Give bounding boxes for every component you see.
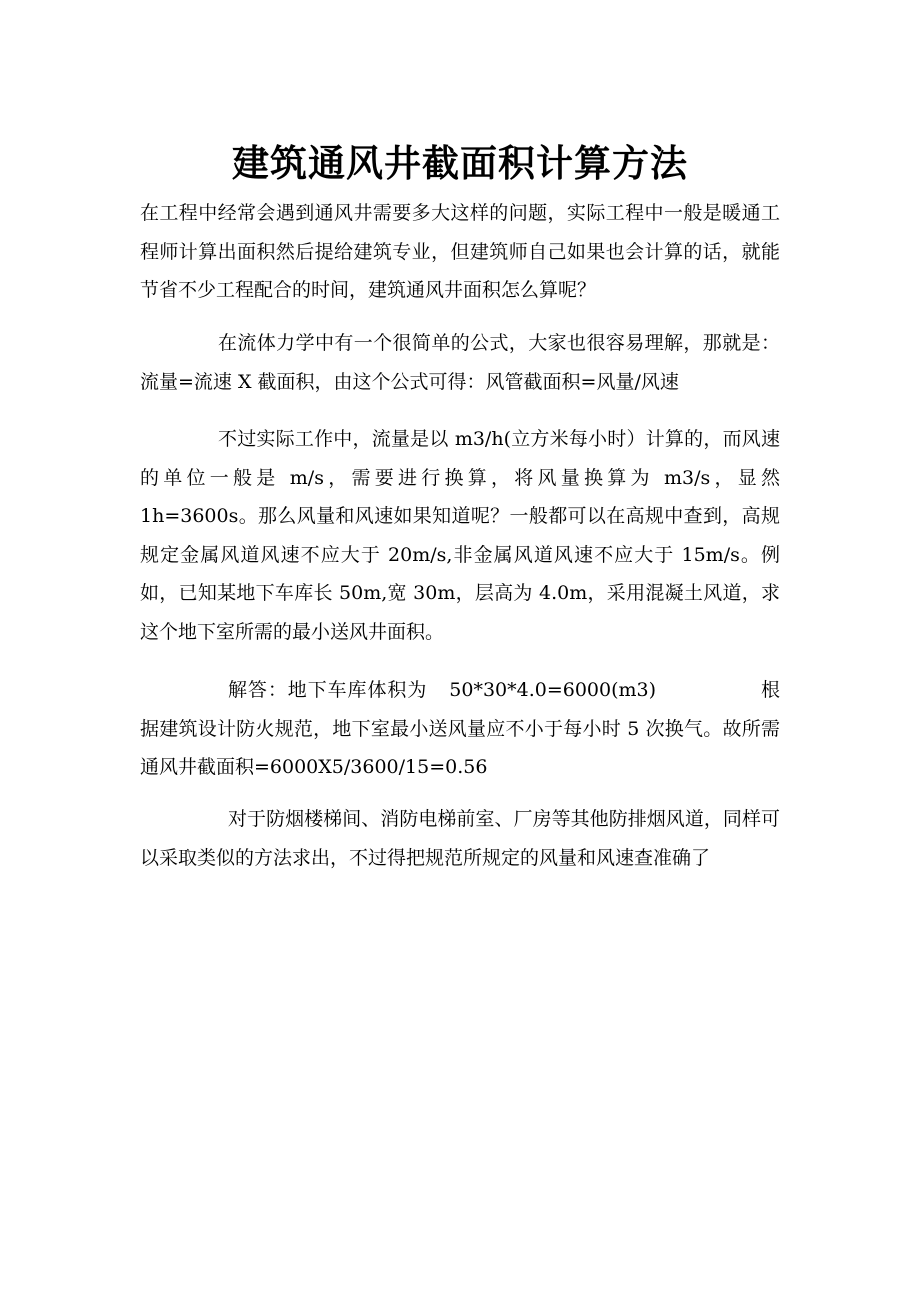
answer-text: 根据建筑设计防火规范，地下室最小送风量应不小于每小时 5 次换气。故所需通风井截面积=6000X5/3600/15=0.56: [140, 679, 780, 778]
volume-formula: 50*30*4.0=6000(m3): [449, 679, 657, 701]
answer-label: 解答：地下车库体积为: [228, 679, 428, 701]
paragraph-answer: [140, 671, 780, 787]
paragraph-unit-conversion: 不过实际工作中，流量是以 m3/h(立方米每小时）计算的，而风速的单位一般是 m/s，需要进行换算，将风量换算为 m3/s，显然 1h=3600s。那么风量和风速如果知道呢？一般都可以在高规中查到，高规规定金属风道风速不应大于 20m/s,非金属风道风速不应大于 15m/s。例如，已知某地下车库长 50m,宽 30m，层高为 4.0m，采用混凝土风道，求这个地下室所需的最小送风井面积。: [140, 428, 780, 643]
paragraph-formula: 在流体力学中有一个很简单的公式，大家也很容易理解，那就是：流量=流速 X 截面积，由这个公式可得：风管截面积=风量/风速: [140, 332, 780, 393]
paragraph-conclusion: 对于防烟楼梯间、消防电梯前室、厂房等其他防排烟风道，同样可以采取类似的方法求出，不过得把规范所规定的风量和风速查准确了: [140, 808, 780, 869]
paragraph-intro: 在工程中经常会遇到通风井需要多大这样的问题，实际工程中一般是暖通工程师计算出面积然后提给建筑专业，但建筑师自己如果也会计算的话，就能节省不少工程配合的时间，建筑通风井面积怎么算呢？: [140, 202, 780, 301]
document-title: 建筑通风井截面积计算方法: [232, 140, 688, 185]
